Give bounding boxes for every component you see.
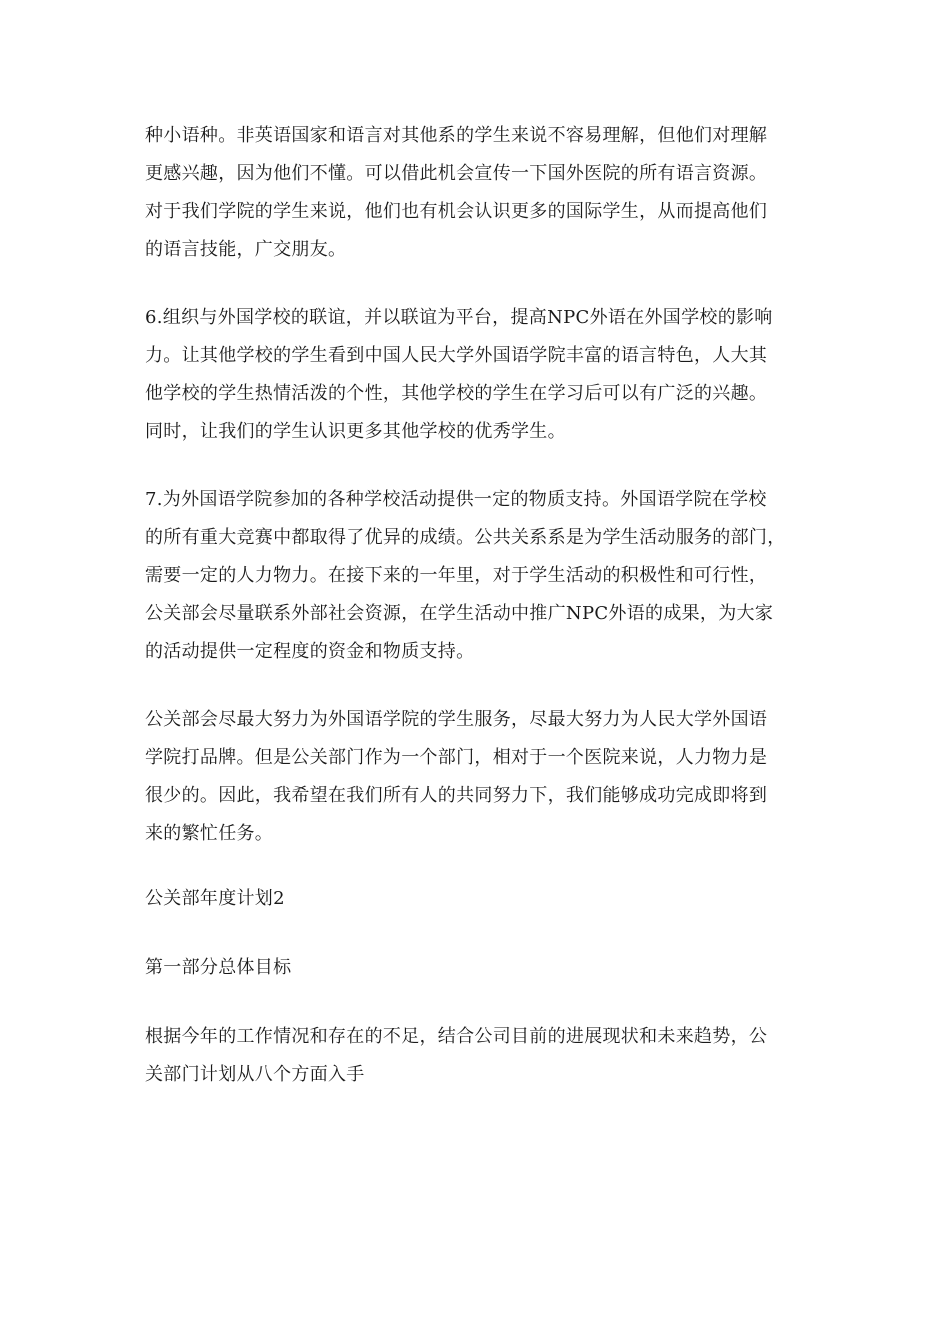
paragraph-summary: 公关部会尽最大努力为外国语学院的学生服务，尽最大努力为人民大学外国语 学院打品牌。但是公关部门作为一个部门，相对于一个医院来说，人力物力是 很少的。因此，我希望在我们所有人的共同努力下，我们能够成功完成即将到 来的繁忙任务。	[145, 709, 768, 844]
section-heading-annual-plan-2: 公关部年度计划2	[145, 888, 285, 909]
section-heading-part-one: 第一部分总体目标	[145, 957, 292, 978]
paragraph-plan-intro: 根据今年的工作情况和存在的不足，结合公司目前的进展现状和未来趋势，公 关部门计划从八个方面入手	[145, 1026, 768, 1085]
paragraph-language-resources: 种小语种。非英语国家和语言对其他系的学生来说不容易理解，但他们对理解 更感兴趣，因为他们不懂。可以借此机会宣传一下国外医院的所有语言资源。 对于我们学院的学生来说，他们也有机会认识更多的国际学生，从而提高他们 的语言技能，广交朋友。	[145, 125, 768, 260]
paragraph-item-6-school-exchange: 6.组织与外国学校的联谊，并以联谊为平台，提高NPC外语在外国学校的影响 力。让其他学校的学生看到中国人民大学外国语学院丰富的语言特色，人大其 他学校的学生热情活泼的个性，其他学校的学生在学习后可以有广泛的兴趣。 同时，让我们的学生认识更多其他学校的优秀学生。	[145, 307, 773, 442]
paragraph-item-7-material-support: 7.为外国语学院参加的各种学校活动提供一定的物质支持。外国语学院在学校 的所有重大竞赛中都取得了优异的成绩。公共关系系是为学生活动服务的部门， 需要一定的人力物力。在接下来的一年里，对于学生活动的积极性和可行性， 公关部会尽量联系外部社会资源，在学生活动中推广NPC外语的成果，为大家 的活动提供一定程度的资金和物质支持。	[145, 489, 786, 662]
